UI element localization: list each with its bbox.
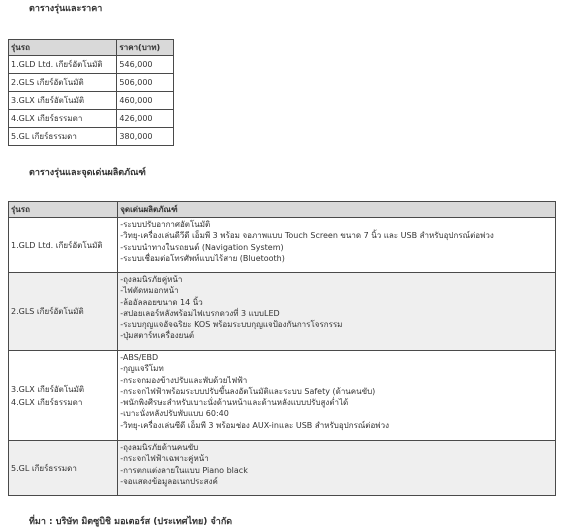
model-cell [9, 441, 118, 496]
table-row [9, 128, 174, 146]
model-cell [9, 351, 118, 441]
feature-table-header-model: รุ่นรถ [9, 202, 118, 218]
feature-item: -พนักพิงศีรษะสำหรับเบาะนั่งด้านหน้าและด้านหลังแบบปรับสูงต่ำได้ [120, 398, 349, 408]
feature-item: -วิทยุ-เครื่องเล่นซีดี เอ็มพี 3 พร้อมช่อง AUX-inและ USB สำหรับอุปกรณ์ต่อพ่วง [120, 420, 389, 430]
price-cell: 426,000 [117, 110, 174, 128]
feature-table-header-row [9, 202, 556, 218]
table-row [9, 351, 556, 441]
price-table-header-price: ราคา(บาท) [117, 40, 174, 56]
feature-item: -กระจกไฟฟ้าพร้อมระบบปรับขึ้นลงอัตโนมัติและระบบ Safety (ด้านคนขับ) [120, 386, 376, 396]
feature-item: -กระจกมองข้างปรับและพับด้วยไฟฟ้า [120, 375, 248, 385]
model-name: 2.GLS เกียร์อัตโนมัติ [11, 307, 84, 316]
price-cell: 380,000 [117, 128, 174, 146]
feature-item: -จอแสดงข้อมูลอเนกประสงค์ [120, 476, 218, 486]
model-cell: 1.GLD Ltd. เกียร์อัตโนมัติ [9, 56, 117, 74]
model-name: 5.GL เกียร์ธรรมดา [11, 463, 77, 473]
model-cell: 3.GLX เกียร์อัตโนมัติ [9, 92, 117, 110]
model-cell [9, 273, 118, 351]
features-cell [118, 441, 556, 496]
feature-item: -ระบบปรับอากาศอัตโนมัติ [120, 220, 211, 229]
feature-item: -ไฟตัดหมอกหน้า [120, 286, 179, 296]
feature-item: -กระจกไฟฟ้าเฉพาะคู่หน้า [120, 454, 209, 464]
feature-item: -ปุ่มสตาร์ทเครื่องยนต์ [120, 331, 195, 341]
feature-item: -วิทยุ-เครื่องเล่นดีวีดี เอ็มพี 3 พร้อม จอภาพแบบ Touch Screen ขนาด 7 นิ้ว และ USB สำหรับอุปกรณ์ต่อพ่วง [120, 231, 494, 241]
feature-item: -ถุงลมนิรภัยด้านคนขับ [120, 443, 199, 452]
feature-table-header-features: จุดเด่นผลิตภัณฑ์ [118, 202, 556, 218]
features-cell [118, 273, 556, 351]
price-table [8, 39, 174, 146]
feature-item: -สปอยเลอร์หลังพร้อมไฟเบรกดวงที่ 3 แบบLED [120, 308, 280, 318]
feature-table-heading: ตารางรุ่นและจุดเด่นผลิตภัณฑ์ [29, 168, 146, 178]
feature-table [8, 201, 556, 496]
price-table-heading: ตารางรุ่นและราคา [29, 4, 103, 14]
feature-item: -การตกแต่งลายในแบบ Piano black [120, 465, 248, 475]
model-cell: 5.GL เกียร์ธรรมดา [9, 128, 117, 146]
feature-item: -กุญแจรีโมท [120, 364, 164, 374]
feature-item: -ระบบกุญแจอัจฉริยะ KOS พร้อมระบบกุญแจป้องกันการโจรกรรม [120, 320, 343, 330]
model-cell: 2.GLS เกียร์อัตโนมัติ [9, 74, 117, 92]
table-row [9, 56, 174, 74]
table-row [9, 74, 174, 92]
table-row [9, 273, 556, 351]
feature-item: -ระบบเชื่อมต่อโทรศัพท์แบบไร้สาย (Bluetooth) [120, 253, 285, 263]
feature-item: -ระบบนำทางในรถยนต์ (Navigation System) [120, 242, 284, 252]
price-cell: 460,000 [117, 92, 174, 110]
price-table-header-model: รุ่นรถ [9, 40, 117, 56]
model-cell [9, 218, 118, 273]
feature-item: -เบาะนั่งหลังปรับพับแบบ 60:40 [120, 409, 229, 419]
model-name: 3.GLX เกียร์อัตโนมัติ [11, 384, 85, 394]
price-table-header-row [9, 40, 174, 56]
model-name: 4.GLX เกียร์ธรรมดา [11, 397, 83, 407]
source-note: ที่มา : บริษัท มิตซูบิชิ มอเตอร์ส (ประเทศไทย) จำกัด [29, 517, 233, 527]
feature-item: -ถุงลมนิรภัยคู่หน้า [120, 275, 183, 284]
feature-item: -ล้ออัลลอยขนาด 14 นิ้ว [120, 297, 203, 307]
price-cell: 506,000 [117, 74, 174, 92]
model-name: 1.GLD Ltd. เกียร์อัตโนมัติ [11, 240, 103, 250]
feature-item: -ABS/EBD [120, 353, 159, 362]
features-cell [118, 351, 556, 441]
features-cell [118, 218, 556, 273]
table-row [9, 92, 174, 110]
table-row [9, 218, 556, 273]
model-cell: 4.GLX เกียร์ธรรมดา [9, 110, 117, 128]
table-row [9, 441, 556, 496]
table-row [9, 110, 174, 128]
price-cell: 546,000 [117, 56, 174, 74]
